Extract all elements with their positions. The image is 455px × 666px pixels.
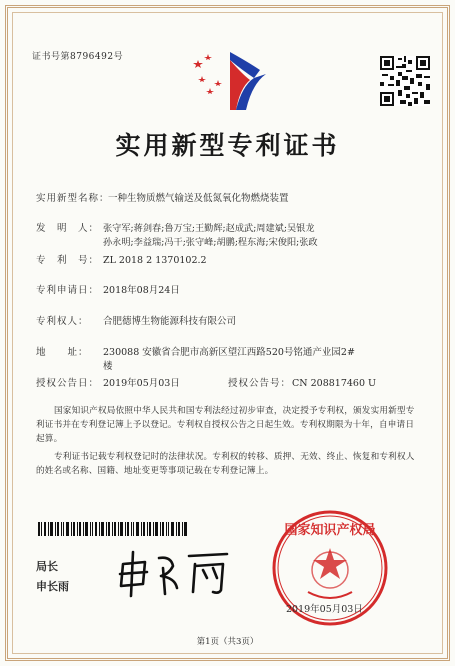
cnipa-logo-icon — [190, 50, 270, 112]
utility-model-name-label: 实用新型名称： — [36, 193, 110, 204]
filing-date-label: 专利申请日： — [36, 285, 100, 296]
utility-model-name: 一种生物质燃气输送及低氮氧化物燃烧装置 — [108, 193, 289, 204]
patent-number: ZL 2018 2 1370102.2 — [103, 255, 207, 266]
seal-date: 2019年05月03日 — [286, 604, 363, 615]
director-name: 申长雨 — [36, 580, 69, 593]
patentee: 合肥德博生物能源科技有限公司 — [103, 316, 237, 327]
certificate-number: 证书号第8796492号 — [32, 52, 124, 62]
grant-statement-paragraph: 国家知识产权局依照中华人民共和国专利法经过初步审查，决定授予专利权，颁发实用新型专利证书并在专利登记簿上予以登记。专利权自授权公告之日起生效。专利权期限为十年，自申请日起算。 — [36, 406, 415, 444]
grant-date-label: 授权公告日： — [36, 378, 100, 389]
address-line-2: 楼 — [103, 361, 113, 372]
address-label: 地 址： — [36, 347, 89, 358]
barcode-icon — [38, 522, 188, 536]
grant-number-label: 授权公告号： — [228, 378, 292, 389]
inventor-label: 发 明 人： — [36, 223, 100, 234]
handwritten-signature-icon — [115, 548, 235, 600]
qr-code-icon — [380, 56, 430, 106]
inventor-line-2: 孙永明;李益瑞;冯干;张守峰;胡鹏;程东海;宋俊阳;张政 — [103, 237, 318, 248]
patent-number-label: 专 利 号： — [36, 255, 100, 266]
page-indicator: 第1页（共3页） — [196, 637, 259, 647]
certificate-title: 实用新型专利证书 — [115, 131, 340, 160]
address-line-1: 230088 安徽省合肥市高新区望江西路520号铭通产业园2# — [103, 347, 355, 358]
patentee-label: 专利权人： — [36, 316, 89, 327]
grant-number: CN 208817460 U — [292, 378, 377, 389]
grant-date: 2019年05月03日 — [103, 378, 180, 389]
inventor-line-1: 张守军;蒋剑春;鲁万宝;王勤辉;赵成武;周建斌;吴银龙 — [103, 223, 315, 234]
filing-date: 2018年08月24日 — [103, 285, 180, 296]
seal-text: 国家知识产权局 — [284, 523, 376, 538]
director-title: 局长 — [36, 560, 58, 573]
legal-status-paragraph: 专利证书记载专利权登记时的法律状况。专利权的转移、质押、无效、终止、恢复和专利权人的姓名或名称、国籍、地址变更等事项记载在专利登记簿上。 — [36, 452, 415, 476]
